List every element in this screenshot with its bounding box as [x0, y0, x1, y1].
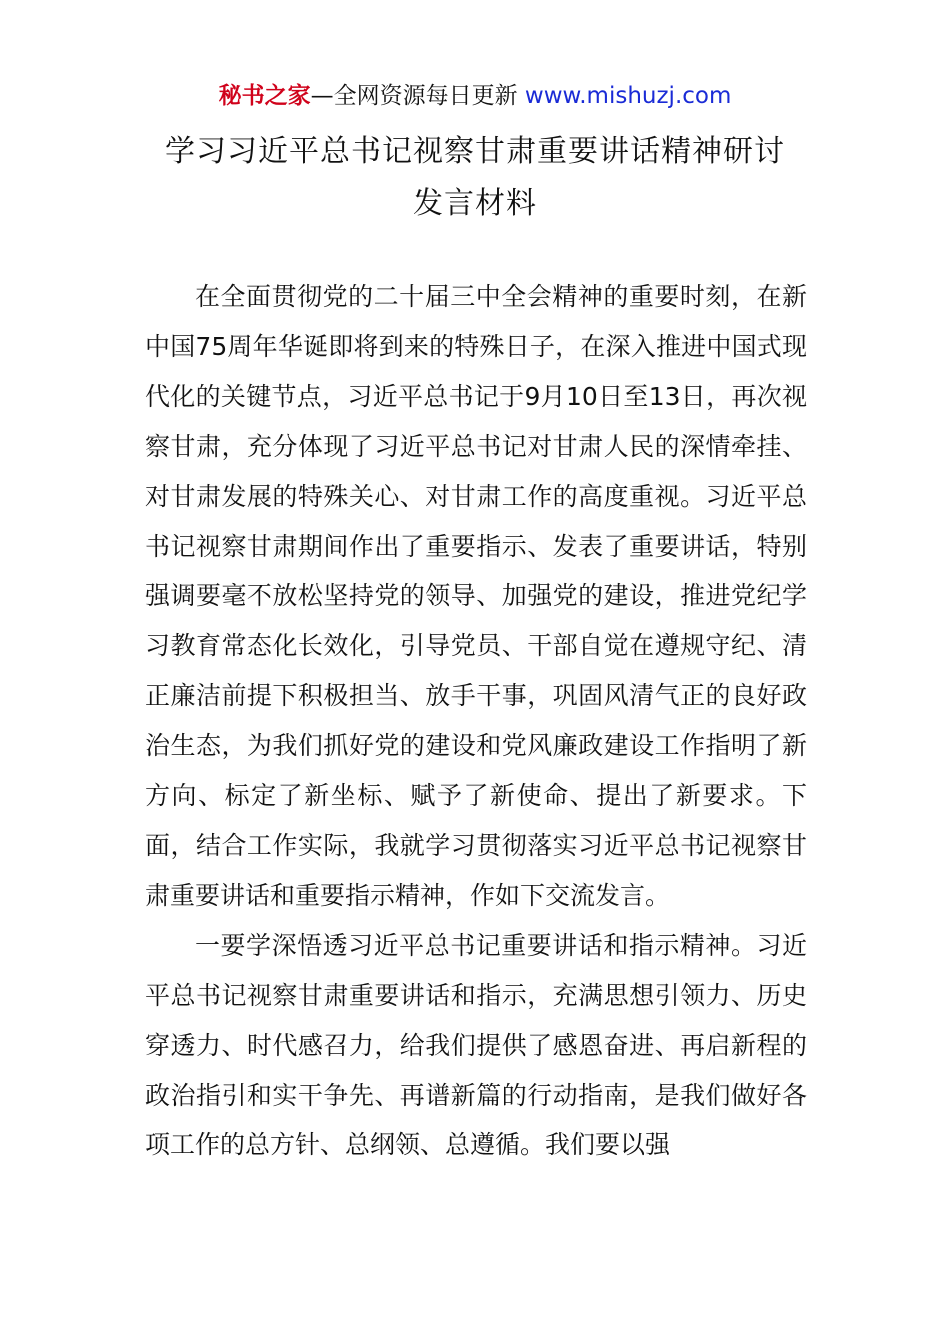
document-body: [145, 272, 807, 1170]
document-title-line-1: 学习习近平总书记视察甘肃重要讲话精神研讨: [165, 134, 785, 169]
site-brand: 秘书之家: [218, 83, 311, 109]
site-header: [0, 80, 950, 112]
site-url: www.mishuzj.com: [524, 83, 732, 109]
body-paragraph-1: 在全面贯彻党的二十届三中全会精神的重要时刻，在新中国75周年华诞即将到来的特殊日子，在深入推进中国式现代化的关键节点，习近平总书记于9月10日至13日，再次视察甘肃，充分体现了习近平总书记对甘肃人民的深情牵挂、对甘肃发展的特殊关心、对甘肃工作的高度重视。习近平总书记视察甘肃期间作出了重要指示、发表了重要讲话，特别强调要毫不放松坚持党的领导、加强党的建设，推进党纪学习教育常态化长效化，引导党员、干部自觉在遵规守纪、清正廉洁前提下积极担当、放手干事，巩固风清气正的良好政治生态，为我们抓好党的建设和党风廉政建设工作指明了新方向、标定了新坐标、赋予了新使命、提出了新要求。下面，结合工作实际，我就学习贯彻落实习近平总书记视察甘肃重要讲话和重要指示精神，作如下交流发言。: [145, 282, 807, 910]
body-paragraph-2: 一要学深悟透习近平总书记重要讲话和指示精神。习近平总书记视察甘肃重要讲话和指示，充满思想引领力、历史穿透力、时代感召力，给我们提供了感恩奋进、再启新程的政治指引和实干争先、再谱新篇的行动指南，是我们做好各项工作的总方针、总纲领、总遵循。我们要以强: [145, 930, 807, 1160]
document-title-line-2: 发言材料: [413, 186, 537, 221]
site-tagline: —全网资源每日更新: [310, 83, 525, 109]
document-title: [120, 126, 830, 230]
